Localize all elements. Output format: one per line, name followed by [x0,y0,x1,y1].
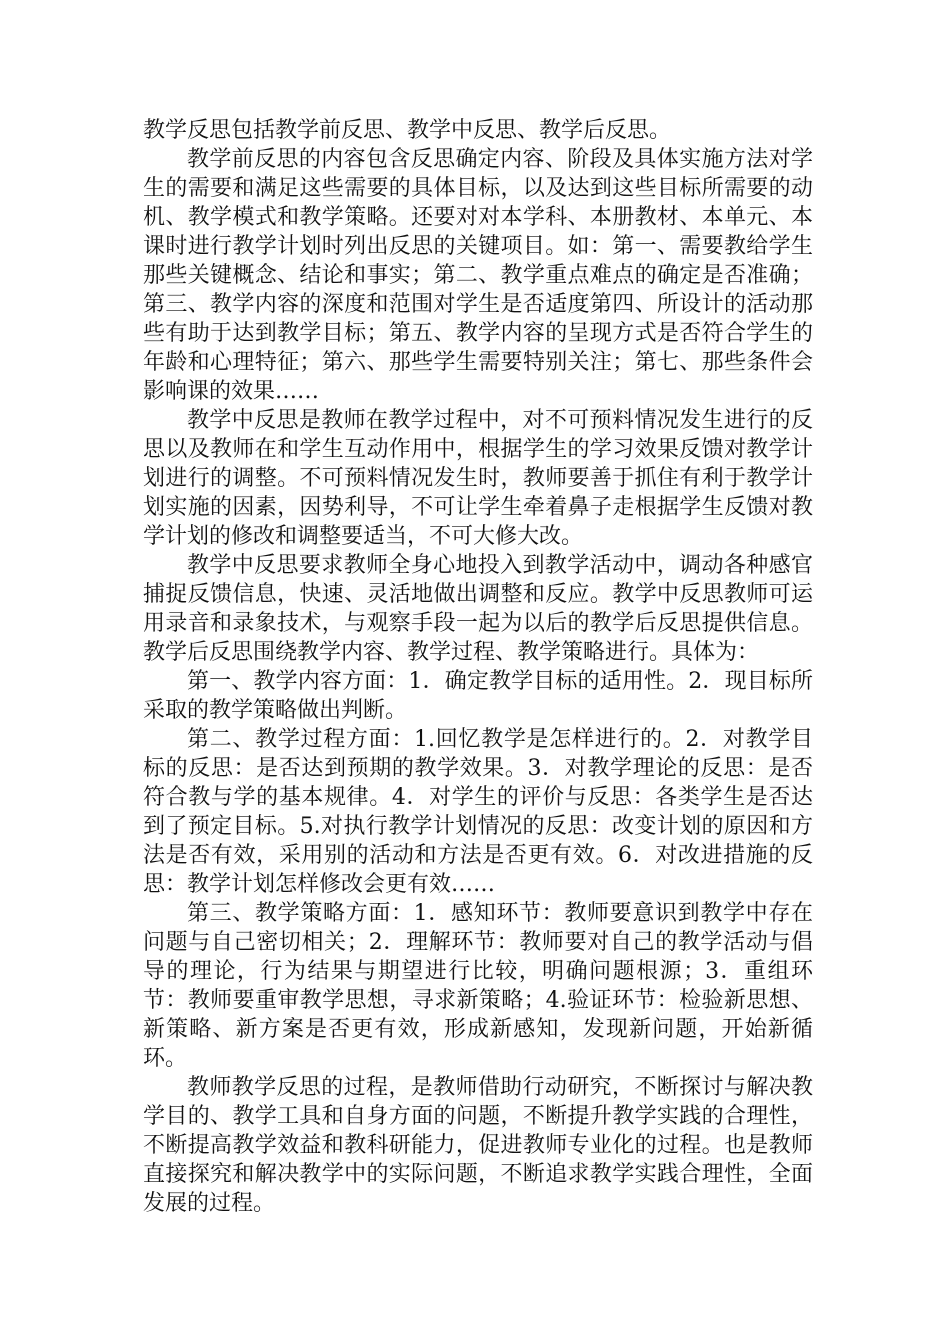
paragraph-process-aspect: 第二、教学过程方面：1.回忆教学是怎样进行的。2．对教学目标的反思：是否达到预期的教学效果。3．对教学理论的反思：是否符合教与学的基本规律。4．对学生的评价与反思：各类学生是否达到了预定目标。5.对执行教学计划情况的反思：改变计划的原因和方法是否有效，采用别的活动和方法是否更有效。6．对改进措施的反思：教学计划怎样修改会更有效…… [143,727,813,897]
paragraph-pre-teaching-reflection: 教学前反思的内容包含反思确定内容、阶段及具体实施方法对学生的需要和满足这些需要的具体目标，以及达到这些目标所需要的动机、教学模式和教学策略。还要对对本学科、本册教材、本单元、本课时进行教学计划时列出反思的关键项目。如：第一、需要教给学生那些关键概念、结论和事实；第二、教学重点难点的确定是否准确；第三、教学内容的深度和范围对学生是否适度第四、所设计的活动那些有助于达到教学目标；第五、教学内容的呈现方式是否符合学生的年龄和心理特征；第六、那些学生需要特别关注；第七、那些条件会影响课的效果…… [143,147,813,404]
paragraph-intro: 教学反思包括教学前反思、教学中反思、教学后反思。 [143,118,672,143]
paragraph-content-aspect: 第一、教学内容方面：1．确定教学目标的适用性。2．现目标所采取的教学策略做出判断。 [143,669,813,723]
paragraph-strategy-aspect: 第三、教学策略方面：1．感知环节：教师要意识到教学中存在问题与自己密切相关；2．理解环节：教师要对自己的教学活动与倡导的理论，行为结果与期望进行比较，明确问题根源；3．重组环节：教师要重审教学思想，寻求新策略；4.验证环节：检验新思想、新策略、新方案是否更有效，形成新感知，发现新问题，开始新循环。 [143,901,813,1071]
paragraph-in-teaching-requirements: 教学中反思要求教师全身心地投入到教学活动中，调动各种感官捕捉反馈信息，快速、灵活地做出调整和反应。教学中反思教师可运用录音和录象技术，与观察手段一起为以后的教学后反思提供信息。教学后反思围绕教学内容、教学过程、教学策略进行。具体为： [143,553,813,665]
paragraph-in-teaching-reflection: 教学中反思是教师在教学过程中，对不可预料情况发生进行的反思以及教师在和学生互动作用中，根据学生的学习效果反馈对教学计划进行的调整。不可预料情况发生时，教师要善于抓住有利于教学计划实施的因素，因势利导，不可让学生牵着鼻子走根据学生反馈对教学计划的修改和调整要适当，不可大修大改。 [143,408,813,549]
paragraph-conclusion: 教师教学反思的过程，是教师借助行动研究，不断探讨与解决教学目的、教学工具和自身方面的问题，不断提升教学实践的合理性，不断提高教学效益和教科研能力，促进教师专业化的过程。也是教师直接探究和解决教学中的实际问题，不断追求教学实践合理性，全面发展的过程。 [143,1075,813,1216]
document-page [143,116,813,1218]
